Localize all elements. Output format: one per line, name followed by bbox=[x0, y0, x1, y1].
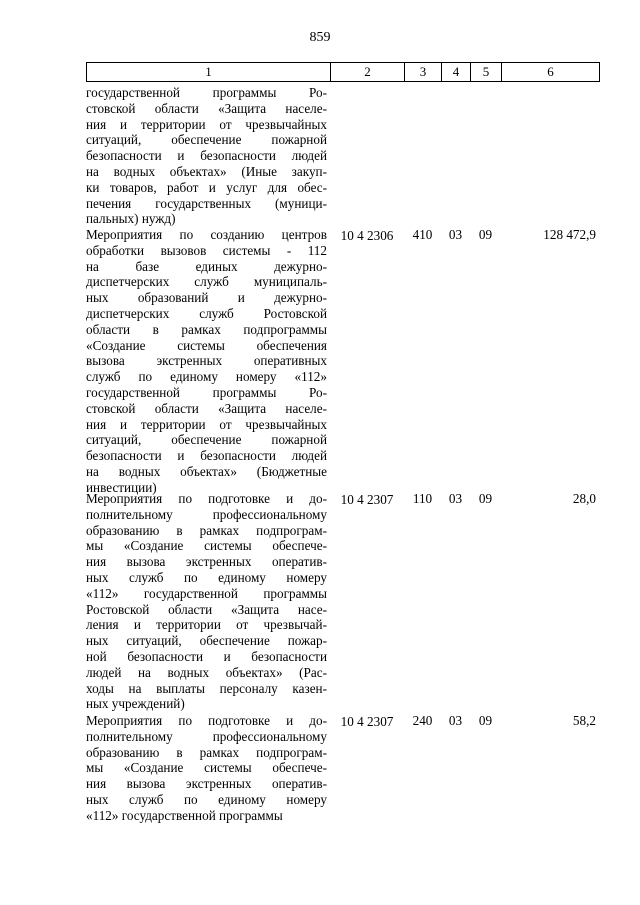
amount-cell: 28,0 bbox=[572, 491, 596, 506]
description-line: ных учреждений) bbox=[86, 696, 185, 712]
description-line: ситуаций, обеспечение пожарной bbox=[86, 132, 327, 148]
description-line: вызова экстренных оперативных bbox=[86, 353, 327, 369]
description-line: «112» государственной программы bbox=[86, 585, 327, 601]
description-line: служб по единому номеру «112» bbox=[86, 369, 327, 385]
section-cell: 03 bbox=[448, 491, 463, 506]
description-line: Мероприятия по подготовке и до- bbox=[86, 713, 327, 728]
expense-type-cell: 240 bbox=[412, 713, 433, 728]
table-header bbox=[86, 62, 600, 82]
description-line: на водных объектах» (Иные закуп- bbox=[86, 163, 327, 179]
section-cell: 03 bbox=[448, 227, 463, 242]
description-line: стовской области «Защита населе- bbox=[86, 400, 327, 416]
subsection-cell bbox=[470, 85, 501, 227]
section-cell: 03 bbox=[448, 713, 463, 728]
description-line: на базе единых дежурно- bbox=[86, 258, 327, 274]
description-line: «Создание системы обеспечения bbox=[86, 337, 327, 353]
row-description bbox=[86, 713, 330, 833]
target-article-cell: 10 4 2307 bbox=[340, 492, 394, 507]
description-line: ления и территории от чрезвычай- bbox=[86, 617, 327, 633]
description-line: ходы на выплаты персоналу казен- bbox=[86, 680, 327, 696]
header-col-3: 3 bbox=[405, 63, 442, 81]
description-line: людей на водных объектах» (Рас- bbox=[86, 664, 327, 680]
description-line: Мероприятия по подготовке и до- bbox=[86, 491, 327, 506]
table-row bbox=[86, 227, 600, 495]
description-line: диспетчерских служб Ростовской bbox=[86, 305, 327, 321]
description-line: ния и территории от чрезвычайных bbox=[86, 116, 327, 132]
description-line: государственной программы Ро- bbox=[86, 384, 327, 400]
table-row bbox=[86, 85, 600, 227]
header-col-4: 4 bbox=[442, 63, 471, 81]
description-line: ной безопасности и безопасности bbox=[86, 648, 327, 664]
subsection-cell: 09 bbox=[478, 491, 493, 506]
table-body bbox=[86, 85, 600, 833]
description-line: ния вызова экстренных оператив- bbox=[86, 776, 327, 792]
page-number: 859 bbox=[309, 30, 331, 45]
amount-cell bbox=[501, 85, 598, 227]
target-article-cell: 10 4 2306 bbox=[340, 228, 394, 243]
target-article-cell: 10 4 2307 bbox=[340, 714, 394, 729]
description-line: инвестиции) bbox=[86, 479, 157, 495]
description-line: безопасности и безопасности людей bbox=[86, 148, 327, 164]
subsection-cell: 09 bbox=[478, 227, 493, 242]
description-line: печения государственных (муници- bbox=[86, 195, 327, 211]
expense-type-cell: 110 bbox=[412, 491, 433, 506]
row-description bbox=[86, 85, 330, 227]
description-line: образованию в рамках подпрограм- bbox=[86, 744, 327, 760]
description-line: ситуаций, обеспечение пожарной bbox=[86, 432, 327, 448]
description-line: обработки вызовов системы - 112 bbox=[86, 242, 327, 258]
description-line: ных образований и дежурно- bbox=[86, 290, 327, 306]
description-line: мы «Создание системы обеспече- bbox=[86, 760, 327, 776]
section-cell bbox=[441, 85, 470, 227]
target-article-cell bbox=[330, 85, 404, 227]
description-line: полнительному профессиональному bbox=[86, 506, 327, 522]
header-col-2: 2 bbox=[331, 63, 405, 81]
description-line: ных служб по единому номеру bbox=[86, 791, 327, 807]
description-line: «112» государственной программы bbox=[86, 807, 283, 823]
description-line: пальных) нужд) bbox=[86, 211, 176, 227]
description-line: на водных объектах» (Бюджетные bbox=[86, 463, 327, 479]
table-row bbox=[86, 491, 600, 713]
description-line: образованию в рамках подпрограм- bbox=[86, 522, 327, 538]
table-row bbox=[86, 713, 600, 833]
description-line: ных служб по единому номеру bbox=[86, 569, 327, 585]
description-line: ных ситуаций, обеспечение пожар- bbox=[86, 633, 327, 649]
expense-type-cell bbox=[404, 85, 441, 227]
description-line: безопасности и безопасности людей bbox=[86, 448, 327, 464]
expense-type-cell: 410 bbox=[412, 227, 433, 242]
header-col-5: 5 bbox=[471, 63, 502, 81]
subsection-cell: 09 bbox=[478, 713, 493, 728]
description-line: диспетчерских служб муниципаль- bbox=[86, 274, 327, 290]
description-line: ния вызова экстренных оператив- bbox=[86, 554, 327, 570]
description-line: мы «Создание системы обеспече- bbox=[86, 538, 327, 554]
description-line: области в рамках подпрограммы bbox=[86, 321, 327, 337]
description-line: стовской области «Защита населе- bbox=[86, 100, 327, 116]
description-line: Ростовской области «Защита насе- bbox=[86, 601, 327, 617]
header-col-6: 6 bbox=[547, 64, 554, 79]
description-line: ки товаров, работ и услуг для обес- bbox=[86, 179, 327, 195]
description-line: полнительному профессиональному bbox=[86, 728, 327, 744]
description-line: Мероприятия по созданию центров bbox=[86, 227, 327, 242]
row-description bbox=[86, 227, 330, 495]
header-col-1: 1 bbox=[87, 63, 331, 81]
description-line: ния и территории от чрезвычайных bbox=[86, 416, 327, 432]
amount-cell: 128 472,9 bbox=[543, 227, 596, 242]
description-line: государственной программы Ро- bbox=[86, 85, 327, 100]
amount-cell: 58,2 bbox=[572, 713, 596, 728]
row-description bbox=[86, 491, 330, 713]
